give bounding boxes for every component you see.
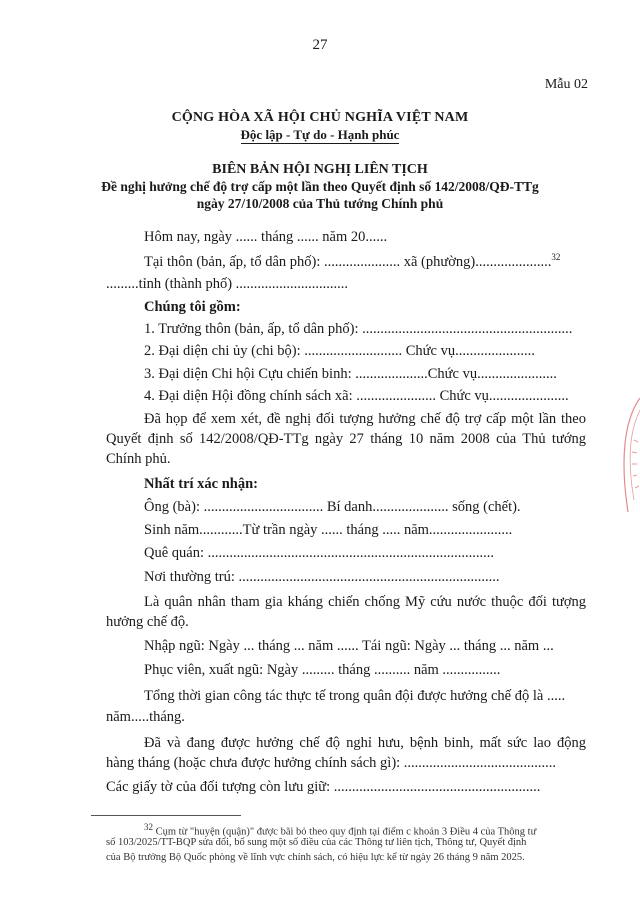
considered-line-1: Đã họp để xem xét, đề nghị đối tượng hưởng chế độ trợ cấp một lần theo <box>144 411 586 427</box>
benefits-line-2: hàng tháng (hoặc chưa được hưởng chính sách gì): .......................................... <box>106 755 557 771</box>
footnote-line-2: số 103/2025/TT-BQP sửa đổi, bổ sung một số điều của các Thông tư liên tịch, Thông tư, Quyết định <box>106 837 527 848</box>
footnote-line-3: của Bộ trưởng Bộ Quốc phòng về lĩnh vực chính sách, có hiệu lực kể từ ngày 26 tháng 9 năm 2025. <box>106 852 525 863</box>
agreed-heading: Nhất trí xác nhận: <box>144 476 258 492</box>
name-line: Ông (bà): ................................. Bí danh..................... sống (chết). <box>144 499 521 515</box>
member-1-line: 1. Trưởng thôn (bản, ấp, tổ dân phố): .......................................................... <box>144 321 573 337</box>
member-2-line: 2. Đại diện chi ủy (chi bộ): ........................... Chức vụ...................... <box>144 343 535 359</box>
enlist-line: Nhập ngũ: Ngày ... tháng ... năm ...... Tái ngũ: Ngày ... tháng ... năm ... <box>144 638 554 654</box>
red-stamp-fragment <box>610 390 640 520</box>
document-title: BIÊN BẢN HỘI NGHỊ LIÊN TỊCH <box>212 162 428 177</box>
service-time-line-1: Tổng thời gian công tác thực tế trong quân đội được hưởng chế độ là ..... <box>144 688 566 704</box>
national-motto-text: Độc lập - Tự do - Hạnh phúc <box>240 127 400 142</box>
discharge-line: Phục viên, xuất ngũ: Ngày ......... tháng .......... năm ................ <box>144 662 501 678</box>
footnote-ref-32: 32 <box>551 252 561 262</box>
document-subtitle-line-1: Đề nghị hưởng chế độ trợ cấp một lần theo Quyết định số 142/2008/QĐ-TTg <box>101 179 539 194</box>
member-3-line: 3. Đại diện Chi hội Cựu chiến binh: ....................Chức vụ...................... <box>144 366 557 382</box>
document-subtitle-line-2: ngày 27/10/2008 của Thủ tướng Chính phủ <box>196 196 444 211</box>
considered-line-2: Quyết định số 142/2008/QĐ-TTg ngày 27 tháng 10 năm 2008 của Thủ tướng <box>106 431 586 447</box>
birth-line: Sinh năm............Từ trần ngày ...... tháng ..... năm....................... <box>144 522 513 538</box>
place-line <box>144 252 560 271</box>
province-line: .........tỉnh (thành phố) ............................... <box>106 276 349 292</box>
residence-line: Nơi thường trú: ........................................................................ <box>144 569 500 585</box>
national-motto <box>0 127 640 143</box>
papers-line: Các giấy tờ của đối tượng còn lưu giữ: ......................................................... <box>106 779 541 795</box>
national-title: CỘNG HÒA XÃ HỘI CHỦ NGHĨA VIỆT NAM <box>171 110 469 125</box>
footnote-line-1 <box>144 822 536 838</box>
soldier-line-1: Là quân nhân tham gia kháng chiến chống Mỹ cứu nước thuộc đối tượng <box>144 594 586 610</box>
members-heading: Chúng tôi gồm: <box>144 299 241 315</box>
benefits-line-1: Đã và đang được hưởng chế độ nghỉ hưu, bệnh binh, mất sức lao động <box>144 735 586 751</box>
form-label: Mẫu 02 <box>544 77 588 92</box>
member-4-line: 4. Đại diện Hội đồng chính sách xã: ...................... Chức vụ...................... <box>144 388 569 404</box>
page-number: 27 <box>312 37 328 53</box>
date-line: Hôm nay, ngày ...... tháng ...... năm 20...... <box>144 229 388 245</box>
footnote-line-1-text: Cụm từ "huyện (quận)" được bãi bỏ theo quy định tại điểm c khoản 3 Điều 4 của Thông tư <box>155 826 537 838</box>
service-time-line-2: năm.....tháng. <box>106 709 185 725</box>
footnote-divider <box>91 815 241 816</box>
considered-line-3: Chính phủ. <box>106 451 171 467</box>
hometown-line: Quê quán: ............................................................................... <box>144 545 494 561</box>
footnote-number: 32 <box>144 822 153 832</box>
place-line-text: Tại thôn (bản, ấp, tổ dân phố): ..................... xã (phường)..................... <box>144 253 552 270</box>
soldier-line-2: hưởng chế độ. <box>106 614 189 630</box>
